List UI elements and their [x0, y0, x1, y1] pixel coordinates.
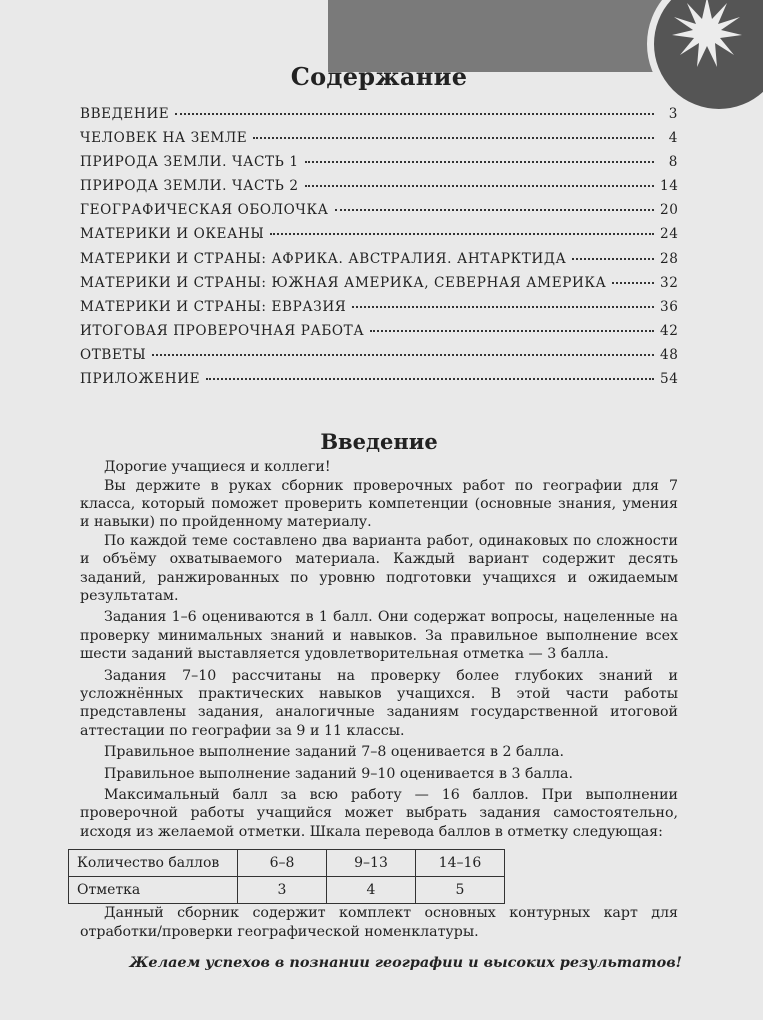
- toc-item[interactable]: [80, 154, 678, 178]
- intro-paragraph: По каждой теме составлено два варианта работ, одинаковых по сложности и объёму охватываемого материала. Каждый вариант содержит десять заданий, ранжированных по уровню подготовки учащихся и ожидаемым результатам.: [80, 532, 678, 604]
- table-cell: 5: [416, 877, 505, 904]
- toc-item-title: ИТОГОВАЯ ПРОВЕРОЧНАЯ РАБОТА: [80, 322, 365, 339]
- toc-item[interactable]: [80, 106, 678, 130]
- page-content: [77, 62, 682, 972]
- toc-item-page: 54: [660, 371, 679, 388]
- toc-item[interactable]: [80, 347, 678, 371]
- toc-item[interactable]: [80, 130, 678, 154]
- toc-leader: [335, 208, 655, 211]
- toc-leader: [305, 184, 654, 187]
- intro-paragraph: Задания 1–6 оцениваются в 1 балл. Они содержат вопросы, нацеленные на проверку минимальных знаний и навыков. За правильное выполнение всех шести заданий выставляется удовлетворительная отметка — 3 балла.: [80, 609, 678, 663]
- toc-item-title: ПРИЛОЖЕНИЕ: [80, 371, 201, 388]
- toc-item[interactable]: [80, 202, 678, 226]
- toc-item-page: 4: [668, 130, 678, 147]
- intro-paragraph: Задания 7–10 рассчитаны на проверку более глубоких знаний и усложнённых практических навыков учащихся. В этой части работы представлены задания, аналогичные заданиям государственной итоговой аттестации по географии за 9 и 11 классы.: [80, 667, 678, 739]
- intro-closing: Данный сборник содержит комплект основных контурных карт для отработки/проверки географической номенклатуры.: [80, 905, 678, 940]
- score-table: [68, 849, 505, 904]
- table-cell: 14–16: [416, 850, 505, 877]
- toc-item-title: МАТЕРИКИ И СТРАНЫ: ЮЖНАЯ АМЕРИКА, СЕВЕРНАЯ АМЕРИКА: [80, 274, 607, 291]
- toc-item-title: ГЕОГРАФИЧЕСКАЯ ОБОЛОЧКА: [80, 202, 329, 219]
- table-header-cell: Отметка: [69, 877, 238, 904]
- toc-item-title: МАТЕРИКИ И СТРАНЫ: ЕВРАЗИЯ: [80, 298, 347, 315]
- star-burst-icon: [672, 0, 742, 67]
- intro-paragraph: Правильное выполнение заданий 7–8 оценивается в 2 балла.: [104, 744, 564, 761]
- toc-item-page: 14: [660, 178, 679, 195]
- table-header-cell: Количество баллов: [69, 850, 238, 877]
- toc-item-page: 42: [660, 322, 679, 339]
- intro-paragraph: Вы держите в руках сборник проверочных работ по географии для 7 класса, который поможет проверить компетенции (основные знания, умения и навыки) по пройденному материалу.: [80, 477, 678, 531]
- table-cell: 9–13: [327, 850, 416, 877]
- toc-item-page: 28: [660, 250, 679, 267]
- table-cell: 3: [238, 877, 327, 904]
- intro-greeting: Дорогие учащиеся и коллеги!: [104, 459, 331, 476]
- toc-leader: [253, 136, 654, 139]
- toc-leader: [175, 112, 654, 115]
- toc-item-page: 20: [660, 202, 679, 219]
- toc-item-page: 3: [668, 106, 678, 122]
- toc-item-page: 32: [660, 274, 679, 291]
- toc-leader: [370, 329, 654, 332]
- toc-item-title: ПРИРОДА ЗЕМЛИ. ЧАСТЬ 1: [80, 154, 299, 171]
- toc-item[interactable]: [80, 323, 678, 347]
- toc-item[interactable]: [80, 226, 678, 250]
- table-cell: 6–8: [238, 850, 327, 877]
- toc-item-title: ПРИРОДА ЗЕМЛИ. ЧАСТЬ 2: [80, 178, 299, 195]
- toc-item[interactable]: [80, 178, 678, 202]
- table-of-contents: [80, 106, 678, 395]
- intro-paragraph: Правильное выполнение заданий 9–10 оценивается в 3 балла.: [104, 765, 574, 782]
- toc-item-page: 36: [660, 298, 679, 315]
- contents-title: Содержание: [290, 62, 468, 91]
- toc-leader: [572, 257, 654, 260]
- toc-leader: [612, 281, 654, 284]
- toc-item-title: МАТЕРИКИ И ОКЕАНЫ: [80, 226, 265, 243]
- toc-leader: [206, 377, 654, 380]
- toc-item-title: МАТЕРИКИ И СТРАНЫ: АФРИКА. АВСТРАЛИЯ. АНТАРКТИДА: [80, 250, 567, 267]
- intro-title: Введение: [320, 429, 438, 455]
- intro-paragraph: Максимальный балл за всю работу — 16 баллов. При выполнении проверочной работы учащийся может выбрать задания самостоятельно, исходя из желаемой отметки. Шкала перевода баллов в отметку следующая:: [80, 787, 678, 840]
- toc-item-page: 8: [668, 154, 678, 171]
- toc-item[interactable]: [80, 251, 678, 275]
- toc-item-page: 48: [660, 346, 679, 363]
- toc-leader: [305, 160, 654, 163]
- toc-leader: [352, 305, 654, 308]
- toc-leader: [270, 232, 654, 235]
- intro-body: [77, 458, 682, 972]
- table-row: [69, 850, 505, 877]
- table-cell: 4: [327, 877, 416, 904]
- toc-item-title: ВВЕДЕНИЕ: [80, 106, 170, 122]
- intro-wish: Желаем успехов в познании географии и высоких результатов!: [129, 954, 682, 972]
- table-row: [69, 877, 505, 904]
- toc-item[interactable]: [80, 275, 678, 299]
- toc-item[interactable]: [80, 299, 678, 323]
- toc-item-page: 24: [660, 226, 679, 243]
- toc-leader: [152, 353, 654, 356]
- toc-item[interactable]: [80, 371, 678, 395]
- toc-item-title: ЧЕЛОВЕК НА ЗЕМЛЕ: [80, 130, 248, 147]
- toc-item-title: ОТВЕТЫ: [80, 346, 147, 363]
